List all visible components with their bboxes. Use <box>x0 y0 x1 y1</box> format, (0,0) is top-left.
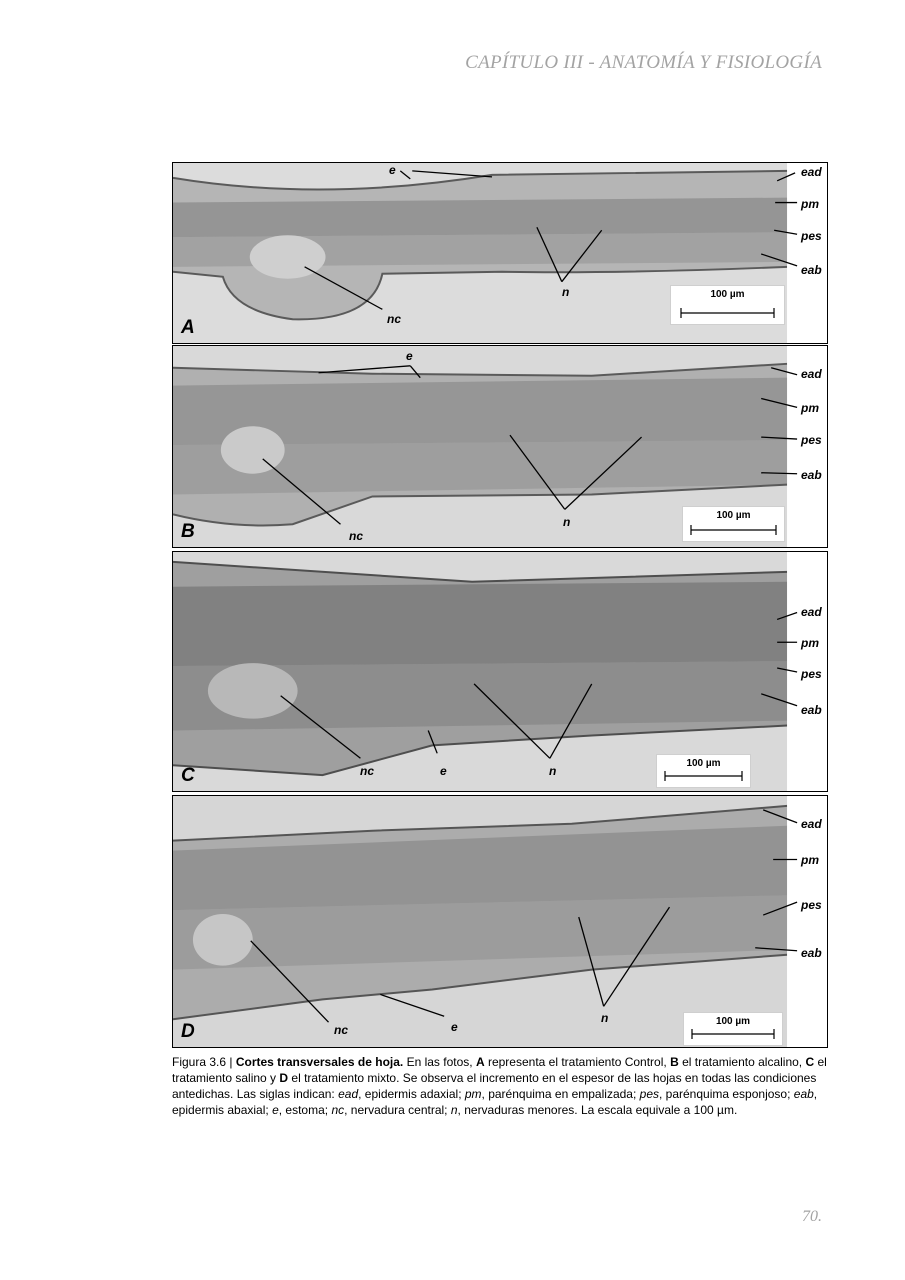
label-n: n <box>601 1011 609 1025</box>
figure-panel-c <box>172 551 828 792</box>
label-ead: ead <box>801 817 822 831</box>
label-pes: pes <box>801 898 822 912</box>
label-eab: eab <box>801 946 822 960</box>
label-ead: ead <box>801 605 822 619</box>
caption-text: , parénquima en empalizada; <box>481 1087 640 1101</box>
caption-text: , nervaduras menores. La escala equivale a 100 µm. <box>457 1103 738 1117</box>
caption-abbr-nc: nc <box>331 1103 345 1117</box>
running-head: CAPÍTULO III - ANATOMÍA Y FISIOLOGÍA <box>465 52 822 73</box>
label-n: n <box>549 764 557 778</box>
scale-bar <box>683 1012 783 1046</box>
panel-letter-d: D <box>181 1021 195 1042</box>
scale-bar-label: 100 µm <box>715 1016 751 1027</box>
scale-bar-label: 100 µm <box>686 758 721 769</box>
label-nc: nc <box>360 764 375 778</box>
caption-number: Figura 3.6 | <box>172 1055 236 1069</box>
label-ead: ead <box>801 165 822 179</box>
label-pm: pm <box>801 636 819 650</box>
label-pes: pes <box>801 667 822 681</box>
label-e: e <box>389 163 396 177</box>
label-eab: eab <box>801 468 822 482</box>
scale-bar <box>682 506 785 542</box>
panel-letter-a: A <box>181 317 195 338</box>
label-e: e <box>406 349 413 363</box>
label-eab: eab <box>801 703 822 717</box>
caption-text: , epidermis adaxial; <box>358 1087 465 1101</box>
caption-text: , parénquima esponjoso; <box>659 1087 794 1101</box>
caption-text: , epidermis abaxial; <box>172 1087 818 1117</box>
label-nc: nc <box>387 312 402 326</box>
figure-panel-a <box>172 162 828 344</box>
caption-abbr-pes: pes <box>639 1087 659 1101</box>
label-n: n <box>562 285 570 299</box>
scale-bar <box>656 754 751 788</box>
figure-panel-b <box>172 345 828 548</box>
caption-text: , nervadura central; <box>344 1103 451 1117</box>
scale-bar-line <box>684 1013 782 1045</box>
label-nc: nc <box>334 1023 349 1037</box>
caption-text: el tratamiento alcalino, <box>678 1055 806 1069</box>
scale-bar <box>670 285 785 325</box>
label-e: e <box>451 1020 458 1034</box>
scale-bar-label: 100 µm <box>710 289 745 300</box>
caption-abbr-ead: ead <box>338 1087 359 1101</box>
scale-bar-line <box>671 286 784 324</box>
label-ead: ead <box>801 367 822 381</box>
caption-text: , estoma; <box>278 1103 332 1117</box>
label-n: n <box>563 515 571 529</box>
label-pes: pes <box>801 433 822 447</box>
label-pm: pm <box>801 853 819 867</box>
caption-ref-d: D <box>279 1071 289 1085</box>
caption-abbr-eab: eab <box>793 1087 814 1101</box>
panel-letter-c: C <box>181 765 195 786</box>
figure-caption <box>172 1054 828 1118</box>
scale-bar-line <box>657 755 750 787</box>
label-e: e <box>440 764 447 778</box>
label-pm: pm <box>801 401 819 415</box>
label-pes: pes <box>801 229 822 243</box>
scale-bar-label: 100 µm <box>716 510 751 521</box>
caption-title: Cortes transversales de hoja. <box>235 1055 404 1069</box>
caption-text: representa el tratamiento Control, <box>484 1055 671 1069</box>
caption-text: el tratamiento salino y <box>172 1055 827 1085</box>
page-number: 70. <box>802 1208 822 1225</box>
label-eab: eab <box>801 263 822 277</box>
caption-text: En las fotos, <box>403 1055 476 1069</box>
caption-ref-a: A <box>475 1055 485 1069</box>
micrograph-d <box>173 796 827 1047</box>
label-nc: nc <box>349 529 364 543</box>
panel-letter-b: B <box>181 521 195 542</box>
scale-bar-line <box>683 507 784 541</box>
caption-ref-b: B <box>670 1055 679 1069</box>
caption-abbr-pm: pm <box>464 1087 482 1101</box>
caption-text: el tratamiento mixto. Se observa el incremento en el espesor de las hojas en todas las condiciones antedichas. Las siglas indican: <box>172 1071 817 1101</box>
figure-panel-d <box>172 795 828 1048</box>
caption-abbr-e: e <box>272 1103 279 1117</box>
label-pm: pm <box>801 197 819 211</box>
caption-abbr-n: n <box>450 1103 458 1117</box>
caption-ref-c: C <box>805 1055 815 1069</box>
